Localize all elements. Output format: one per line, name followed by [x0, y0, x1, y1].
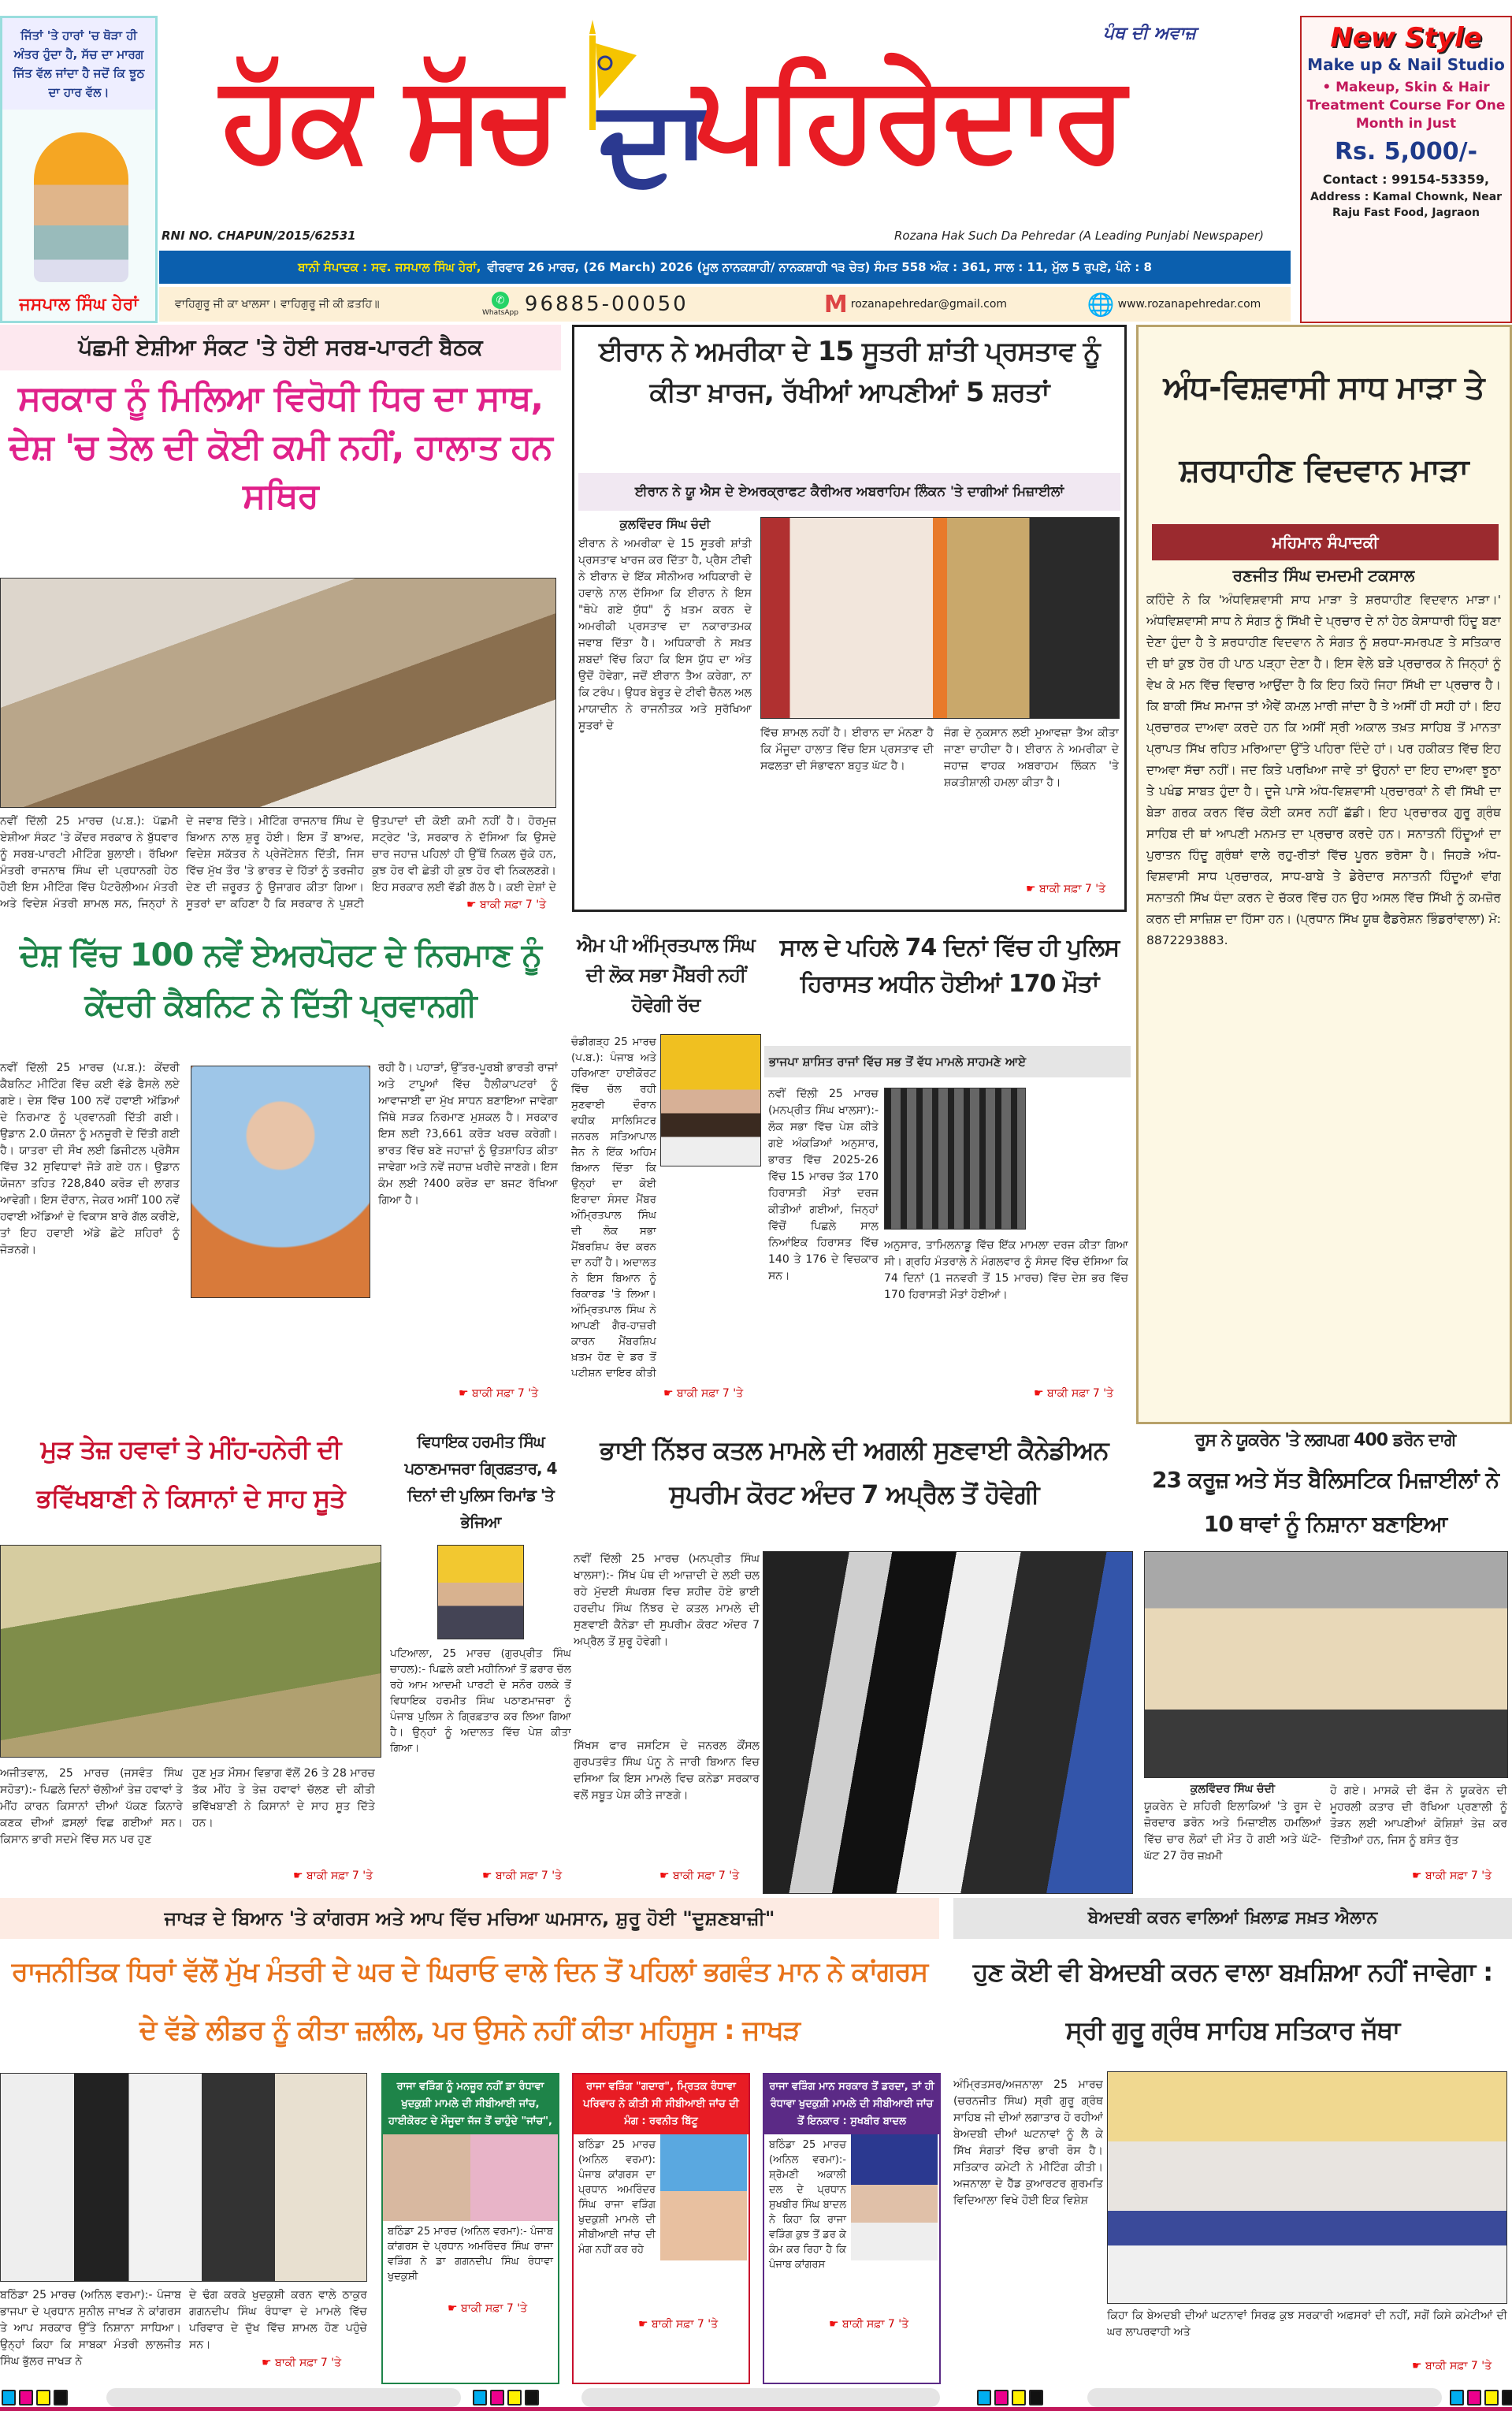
- whatsapp-icon: ✆: [492, 292, 509, 309]
- website-link[interactable]: www.rozanapehredar.com: [1117, 298, 1261, 311]
- iran-byline: ਕੁਲਵਿੰਦਰ ਸਿੰਘ ਚੰਦੀ: [619, 517, 711, 531]
- purple-box: [763, 2073, 941, 2384]
- nijjar-headline: ਭਾਈ ਨਿੱਝਰ ਕਤਲ ਮਾਮਲੇ ਦੀ ਅਗਲੀ ਸੁਣਵਾਈ ਕੈਨੇਡੀਅਨ ਸੁਪਰੀਮ ਕੋਰਟ ਅੰਦਰ 7 ਅਪ੍ਰੈਲ ਤੋਂ ਹੋਵੇਗੀ: [600, 1435, 1109, 1509]
- quote-box: [0, 16, 158, 323]
- jakhar-headline: ਰਾਜਨੀਤਿਕ ਧਿਰਾਂ ਵੱਲੋਂ ਮੁੱਖ ਮੰਤਰੀ ਦੇ ਘਰ ਦੇ ਘਿਰਾਓ ਵਾਲੇ ਦਿਨ ਤੋਂ ਪਹਿਲਾਂ ਭਗਵੰਤ ਮਾਨ ਨੇ ਕਾਂਗਰਸ ਦੇ ਵੱਡੇ ਲੀਡਰ ਨੂੰ ਕੀਤਾ ਜ਼ਲੀਲ, ਪਰ ਉਸਨੇ ਨਹੀਂ ਕੀਤਾ ਮਹਿਸੂਸ : ਜਾਖੜ: [11, 1956, 928, 2046]
- purple-box-headline: ਰਾਜਾ ਵੜਿੰਗ ਮਾਨ ਸਰਕਾਰ ਤੋਂ ਡਰਦਾ, ਤਾਂ ਹੀ ਰੰਧਾਵਾ ਖੁਦਕੁਸ਼ੀ ਮਾਮਲੇ ਦੀ ਸੀਬੀਆਈ ਜਾਂਚ ਤੋਂ ਇਨਕਾਰ : ਸੁਖਬੀਰ ਬਾਦਲ: [764, 2074, 939, 2134]
- all-party-col2: ਦੇ ਜਵਾਬ ਦਿੱਤੇ। ਮੀਟਿੰਗ ਰਾਜਨਾਥ ਸਿੰਘ ਦੇ ਬਿਆਨ ਨਾਲ ਸ਼ੁਰੂ ਹੋਈ। ਇਸ ਤੋਂ ਬਾਅਦ, ਵਿਦੇਸ਼ ਸਕੱਤਰ ਨੇ ਪ੍ਰੇਜੇਂਟੇਸ਼ਨ ਦਿੱਤੀ, ਜਿਸ ਵਿੱਚ ਮੁੱਖ ਤੌਰ 'ਤੇ ਭਾਰਤ ਦੇ ਹਿੱਤਾਂ ਨੂੰ ਤਰਜੀਹ ਦੇਣ ਦੀ ਜ਼ਰੂਰਤ ਨੂੰ ਉਜਾਗਰ ਕੀਤਾ ਗਿਆ। ਸੂਤਰਾਂ ਦਾ ਕਹਿਣਾ ਹੈ ਕਿ ਸਰਕਾਰ ਨੇ ਪੁਸ਼ਟੀ: [186, 815, 364, 910]
- minister-photo: [191, 1066, 370, 1298]
- pathanmajra-continued-link[interactable]: ☛ ਬਾਕੀ ਸਫ਼ਾ 7 'ਤੇ: [481, 1870, 563, 1882]
- cmyk-mark: [1450, 2390, 1512, 2405]
- sacrilege-headline: ਹੁਣ ਕੋਈ ਵੀ ਬੇਅਦਬੀ ਕਰਨ ਵਾਲਾ ਬਖ਼ਸ਼ਿਆ ਨਹੀਂ ਜਾਵੇਗਾ : ਸ੍ਰੀ ਗੁਰੂ ਗ੍ਰੰਥ ਸਾਹਿਬ ਸਤਿਕਾਰ ਜੱਥਾ: [972, 1957, 1493, 2045]
- red-box-continued-link[interactable]: ☛ ਬਾਕੀ ਸਫ਼ਾ 7 'ਤੇ: [637, 2318, 719, 2331]
- dateline: ਵੀਰਵਾਰ 26 ਮਾਰਚ, (26 March) 2026 (ਮੂਲ ਨਾਨਕਸ਼ਾਹੀ/ ਨਾਨਕਸ਼ਾਹੀ ੧੩ ਚੇਤ) ਸੰਮਤ 558 ਅੰਕ : 361, ਸਾਲ : 11, ਮੁੱਲ 5 ਰੁਪਏ, ਪੰਨੇ : 8: [487, 260, 1152, 274]
- jakhar-photo: [0, 2073, 367, 2282]
- green-box-headline: ਰਾਜਾ ਵੜਿੰਗ ਨੂੰ ਮਨਜ਼ੂਰ ਨਹੀਂ ਡਾ ਰੰਧਾਵਾ ਖੁਦਕੁਸ਼ੀ ਮਾਮਲੇ ਦੀ ਸੀਬੀਆਈ ਜਾਂਚ, ਹਾਈਕੋਰਟ ਦੇ ਮੌਜੂਦਾ ਜੱਜ ਤੋਂ ਚਾਹੁੰਦੇ "ਜਾਂਚ",: [383, 2074, 558, 2134]
- ukraine-building-photo: [1144, 1551, 1508, 1778]
- jail-bars-photo: [884, 1088, 1026, 1230]
- amritpal-continued-link[interactable]: ☛ ਬਾਕੀ ਸਫ਼ਾ 7 'ਤੇ: [662, 1387, 745, 1400]
- cmyk-mark: [473, 2390, 539, 2405]
- amritpal-headline: ਐਮ ਪੀ ਅੰਮ੍ਰਿਤਪਾਲ ਸਿੰਘ ਦੀ ਲੋਕ ਸਭਾ ਮੈਂਬਰੀ ਨਹੀਂ ਹੋਵੇਗੀ ਰੱਦ: [577, 934, 755, 1016]
- jakhar-col1: ਬਠਿੰਡਾ 25 ਮਾਰਚ (ਅਨਿਲ ਵਰਮਾ):- ਪੰਜਾਬ ਭਾਜਪਾ ਦੇ ਪ੍ਰਧਾਨ ਸੁਨੀਲ ਜਾਖੜ ਨੇ ਕਾਂਗਰਸ ਤੇ ਆਪ ਸਰਕਾਰ ਉੱਤੇ ਨਿਸ਼ਾਨਾ ਸਾਧਿਆ। ਉਨ੍ਹਾਂ ਕਿਹਾ ਕਿ ਸਾਬਕਾ ਮੰਤਰੀ ਲਾਲਜੀਤ ਸਿੰਘ ਭੁੱਲਰ ਜਾਖੜ ਨੇ: [0, 2289, 181, 2368]
- custody-col2: ਅਨੁਸਾਰ, ਤਾਮਿਲਨਾਡੂ ਵਿੱਚ ਇੱਕ ਮਾਮਲਾ ਦਰਜ ਕੀਤਾ ਗਿਆ ਸੀ। ਗ੍ਰਹਿ ਮੰਤਰਾਲੇ ਨੇ ਮੰਗਲਵਾਰ ਨੂੰ ਸੰਸਦ ਵਿੱਚ ਦੱਸਿਆ ਕਿ 74 ਦਿਨਾਂ (1 ਜਨਵਰੀ ਤੋਂ 15 ਮਾਰਚ) ਵਿੱਚ ਦੇਸ਼ ਭਰ ਵਿੱਚ 170 ਹਿਰਾਸਤੀ ਮੌਤਾਂ ਹੋਈਆਂ।: [884, 1239, 1128, 1301]
- ad-brand: New Style: [1330, 22, 1482, 54]
- cmyk-mark: [2, 2390, 68, 2405]
- iran-col2: ਵਿੱਚ ਸ਼ਾਮਲ ਨਹੀਂ ਹੈ। ਈਰਾਨ ਦਾ ਮੰਨਣਾ ਹੈ ਕਿ ਮੌਜੂਦਾ ਹਾਲਾਤ ਵਿੱਚ ਇਸ ਪ੍ਰਸਤਾਵ ਦੀ ਸਫਲਤਾ ਦੀ ਸੰਭਾਵਨਾ ਬਹੁਤ ਘੱਟ ਹੈ।: [760, 727, 934, 772]
- iran-col3: ਜੰਗ ਦੇ ਨੁਕਸਾਨ ਲਈ ਮੁਆਵਜ਼ਾ ਤੈਅ ਕੀਤਾ ਜਾਣਾ ਚਾਹੀਦਾ ਹੈ। ਈਰਾਨ ਨੇ ਅਮਰੀਕਾ ਦੇ ਜਹਾਜ਼ ਵਾਹਕ ਅਬਰਾਹਮ ਲਿੰਕਨ 'ਤੇ ਸ਼ਕਤੀਸ਼ਾਲੀ ਹਮਲਾ ਕੀਤਾ ਹੈ।: [944, 727, 1119, 789]
- airports-col1: ਨਵੀਂ ਦਿੱਲੀ 25 ਮਾਰਚ (ਪ.ਬ.): ਕੇਂਦਰੀ ਕੈਬਨਿਟ ਮੀਟਿੰਗ ਵਿੱਚ ਕਈ ਵੱਡੇ ਫੈਸਲੇ ਲਏ ਗਏ। ਦੇਸ਼ ਵਿੱਚ 100 ਨਵੇਂ ਹਵਾਈ ਅੱਡਿਆਂ ਦੇ ਨਿਰਮਾਣ ਨੂੰ ਪ੍ਰਵਾਨਗੀ ਦਿੱਤੀ ਗਈ। ਉਡਾਨ 2.0 ਯੋਜਨਾ ਨੂੰ ਮਨਜ਼ੂਰੀ ਦੇ ਦਿੱਤੀ ਗਈ ਹੈ। ਯਾਤਰਾ ਦੀ ਸੌਖ ਲਈ ਡਿਜੀਟਲ ਪ੍ਰੋਸੈਸ ਵਿੱਚ 32 ਸੁਵਿਧਾਵਾਂ ਜੋੜੇ ਗਏ ਹਨ। ਉਡਾਨ ਯੋਜਨਾ ਤਹਿਤ ?28,840 ਕਰੋੜ ਦੀ ਲਾਗਤ ਆਵੇਗੀ। ਇਸ ਦੌਰਾਨ, ਜੇਕਰ ਅਸੀਂ 100 ਨਵੇਂ ਹਵਾਈ ਅੱਡਿਆਂ ਦੇ ਵਿਕਾਸ ਬਾਰੇ ਗੱਲ ਕਰੀਏ, ਤਾਂ ਇਹ ਹਵਾਈ ਅੱਡੇ ਛੋਟੇ ਸ਼ਹਿਰਾਂ ਨੂੰ ਜੋੜਨਗੇ।: [0, 1062, 180, 1256]
- rni-number: RNI NO. CHAPUN/2015/62531: [162, 229, 356, 243]
- editorial-author: ਰਣਜੀਤ ਸਿੰਘ ਦਮਦਮੀ ਟਕਸਾਲ: [1232, 566, 1415, 585]
- airports-col2: ਰਹੀ ਹੈ। ਪਹਾੜਾਂ, ਉੱਤਰ-ਪੂਰਬੀ ਭਾਰਤੀ ਰਾਜਾਂ ਅਤੇ ਟਾਪੂਆਂ ਵਿੱਚ ਹੈਲੀਕਾਪਟਰਾਂ ਨੂੰ ਆਵਾਜਾਈ ਦਾ ਮੁੱਖ ਸਾਧਨ ਬਣਾਇਆ ਜਾਵੇਗਾ ਜਿੱਥੇ ਸੜਕ ਨਿਰਮਾਣ ਮੁਸ਼ਕਲ ਹੈ। ਸਰਕਾਰ ਇਸ ਲਈ ?3,661 ਕਰੋੜ ਖਰਚ ਕਰੇਗੀ। ਭਾਰਤ ਵਿੱਚ ਬਣੇ ਜਹਾਜ਼ਾਂ ਨੂੰ ਉਤਸ਼ਾਹਿਤ ਕੀਤਾ ਜਾਵੇਗਾ ਅਤੇ ਨਵੇਂ ਜਹਾਜ਼ ਖਰੀਦੇ ਜਾਣਗੇ। ਇਸ ਕੰਮ ਲਈ ?400 ਕਰੋੜ ਦਾ ਬਜਟ ਰੱਖਿਆ ਗਿਆ ਹੈ।: [378, 1062, 558, 1207]
- russia-byline: ਕੁਲਵਿੰਦਰ ਸਿੰਘ ਚੰਦੀ: [1190, 1783, 1276, 1795]
- russia-continued-link[interactable]: ☛ ਬਾਕੀ ਸਫ਼ਾ 7 'ਤੇ: [1410, 1870, 1493, 1882]
- amritpal-body: ਚੰਡੀਗੜ੍ਹ 25 ਮਾਰਚ (ਪ.ਬ.): ਪੰਜਾਬ ਅਤੇ ਹਰਿਆਣਾ ਹਾਈਕੋਰਟ ਵਿੱਚ ਚੱਲ ਰਹੀ ਸੁਣਵਾਈ ਦੌਰਾਨ ਵਧੀਕ ਸਾਲਿਸਿਟਰ ਜਨਰਲ ਸਤਿਆਪਾਲ ਜੈਨ ਨੇ ਇੱਕ ਅਹਿਮ ਬਿਆਨ ਦਿੱਤਾ ਕਿ ਉਨ੍ਹਾਂ ਦਾ ਕੋਈ ਇਰਾਦਾ ਸੰਸਦ ਮੈਂਬਰ ਅੰਮ੍ਰਿਤਪਾਲ ਸਿੰਘ ਦੀ ਲੋਕ ਸਭਾ ਮੈਂਬਰਸ਼ਿਪ ਰੱਦ ਕਰਨ ਦਾ ਨਹੀਂ ਹੈ। ਅਦਾਲਤ ਨੇ ਇਸ ਬਿਆਨ ਨੂੰ ਰਿਕਾਰਡ 'ਤੇ ਲਿਆ। ਅੰਮ੍ਰਿਤਪਾਲ ਸਿੰਘ ਨੇ ਆਪਣੀ ਗੈਰ-ਹਾਜ਼ਰੀ ਕਾਰਨ ਮੈਂਬਰਸ਼ਿਪ ਖ਼ਤਮ ਹੋਣ ਦੇ ਡਰ ਤੋਂ ਪਟੀਸ਼ਨ ਦਾਇਰ ਕੀਤੀ: [571, 1036, 656, 1379]
- russia-headline: 23 ਕਰੂਜ਼ ਅਤੇ ਸੱਤ ਬੈਲਿਸਟਿਕ ਮਿਜ਼ਾਈਲਾਂ ਨੇ 10 ਥਾਵਾਂ ਨੂੰ ਨਿਸ਼ਾਨਾ ਬਣਾਇਆ: [1152, 1467, 1499, 1537]
- cmyk-mark: [977, 2390, 1043, 2405]
- title-pahredar: ਪਹਿਰੇਦਾਰ: [693, 50, 1124, 187]
- purple-box-continued-link[interactable]: ☛ ਬਾਕੀ ਸਫ਼ਾ 7 'ਤੇ: [827, 2318, 910, 2331]
- editorial-body: ਕਹਿੰਦੇ ਨੇ ਕਿ 'ਅੰਧਵਿਸ਼ਵਾਸੀ ਸਾਧ ਮਾੜਾ ਤੇ ਸ਼ਰਧਾਹੀਣ ਵਿਦਵਾਨ ਮਾੜਾ।' ਅੰਧਵਿਸ਼ਵਾਸੀ ਸਾਧ ਨੇ ਸੰਗਤ ਨੂੰ ਸਿੱਖੀ ਦੇ ਪ੍ਰਚਾਰ ਦੇ ਨਾਂ ਹੇਠ ਕੇਸਾਧਾਰੀ ਹਿੰਦੂ ਬਣਾ ਦੇਣਾ ਹੁੰਦਾ ਹੈ ਤੇ ਸ਼ਰਧਾਹੀਣ ਵਿਦਵਾਨ ਨੇ ਸੰਗਤ ਨੂੰ ਸ਼ਰਧਾ-ਸਮਰਪਣ ਤੇ ਸਤਿਕਾਰ ਦੀ ਥਾਂ ਕੁਝ ਹੋਰ ਹੀ ਪਾਠ ਪੜ੍ਹਾ ਦੇਣਾ ਹੈ। ਇਸ ਵੇਲੇ ਬੜੇ ਪ੍ਰਚਾਰਕ ਨੇ ਜਿਨ੍ਹਾਂ ਨੂੰ ਵੇਖ ਕੇ ਮਨ ਵਿੱਚ ਵਿਚਾਰ ਆਉਂਦਾ ਹੈ ਕਿ ਇਹ ਕਿਹੋ ਜਿਹਾ ਸਿੱਖੀ ਦਾ ਪ੍ਰਚਾਰ ਹੈ। ਕਿ ਬਾਕੀ ਸਿੱਖ ਸਮਾਜ ਤਾਂ ਐਵੇਂ ਕਮਲ਼ ਮਾਰੀ ਜਾਂਦਾ ਹੈ ਤੇ ਅਸੀਂ ਹੀ ਸਹੀ ਹਾਂ। ਇਹ ਪ੍ਰਚਾਰਕ ਦਾਅਵਾ ਕਰਦੇ ਹਨ ਕਿ ਅਸੀਂ ਸ੍ਰੀ ਅਕਾਲ ਤਖ਼ਤ ਸਾਹਿਬ ਤੋਂ ਮਾਨਤਾ ਪ੍ਰਾਪਤ ਸਿੱਖ ਰਹਿਤ ਮਰਿਆਦਾ ਉੱਤੇ ਪਹਿਰਾ ਦਿੰਦੇ ਹਾਂ। ਪਰ ਹਕੀਕਤ ਵਿੱਚ ਇਹ ਦਾਅਵਾ ਸੱਚਾ ਨਹੀਂ। ਜਦ ਕਿਤੇ ਪਰਖਿਆ ਜਾਵੇ ਤਾਂ ਉਹਨਾਂ ਦਾ ਇਹ ਦਾਅਵਾ ਝੂਠਾ ਤੇ ਪਖੰਡ ਸਾਬਤ ਹੁੰਦਾ ਹੈ। ਦੂਜੇ ਪਾਸੇ ਅੰਧ-ਵਿਸ਼ਵਾਸੀ ਪ੍ਰਚਾਰਕਾਂ ਨੇ ਵੀ ਸਿੱਖੀ ਦਾ ਬੇੜਾ ਗਰਕ ਕਰਨ ਵਿੱਚ ਕੋਈ ਕਸਰ ਨਹੀਂ ਛੱਡੀ। ਇਹ ਪ੍ਰਚਾਰਕ ਗੁਰੂ ਗ੍ਰੰਥ ਸਾਹਿਬ ਦੀ ਥਾਂ ਆਪਣੀ ਮਨਮਤ ਦਾ ਪ੍ਰਚਾਰ ਕਰਦੇ ਹਨ। ਸਨਾਤਨੀ ਹਿੰਦੂਆਂ ਦਾ ਪੁਰਾਤਨ ਹਿੰਦੂ ਗ੍ਰੰਥਾਂ ਵਾਲੇ ਰਹੁ-ਰੀਤਾਂ ਵਿੱਚ ਪੂਰਨ ਭਰੋਸਾ ਹੈ। ਜਿਹੜੇ ਅੰਧ-ਵਿਸ਼ਵਾਸੀ ਸਾਧ ਪ੍ਰਚਾਰਕ, ਸਾਧ-ਬਾਬੇ ਤੇ ਡੇਰੇਦਾਰ ਸਨਾਤਨੀ ਹਿੰਦੂਆਂ ਵਾਂਗ ਸਨਾਤਨੀ ਸਿੱਖ ਧੰਦਾ ਕਰਨ ਦੇ ਚੱਕਰ ਵਿੱਚ ਹਨ ਉਹ ਅਸਲ ਵਿੱਚ ਸਿੱਖੀ ਨੂੰ ਕਮਜ਼ੋਰ ਕਰਨ ਦੀ ਸਾਜ਼ਿਸ਼ ਦਾ ਹਿੱਸਾ ਹਨ। (ਪ੍ਰਧਾਨ ਸਿੱਖ ਯੂਥ ਫੈਡਰੇਸ਼ਨ ਭਿੰਡਰਾਂਵਾਲਾ) ਮੋ: 8872293883.: [1146, 593, 1501, 947]
- wheat-field-photo: [0, 1545, 381, 1758]
- sukhbir-photo: [851, 2134, 938, 2260]
- iran-subhead: ਈਰਾਨ ਨੇ ਯੂ ਐਸ ਦੇ ਏਅਰਕ੍ਰਾਫਟ ਕੈਰੀਅਰ ਅਬਰਾਹਿਮ ਲਿੰਕਨ 'ਤੇ ਦਾਗੀਆਂ ਮਿਜ਼ਾਈਲਾਂ: [634, 484, 1064, 500]
- all-party-meeting-photo: [0, 578, 556, 808]
- greeting: ਵਾਹਿਗੁਰੂ ਜੀ ਕਾ ਖਾਲਸਾ। ਵਾਹਿਗੁਰੂ ਜੀ ਕੀ ਫ਼ਤਹਿ॥: [175, 298, 380, 311]
- all-party-continued-link[interactable]: ☛ ਬਾਕੀ ਸਫ਼ਾ 7 'ਤੇ: [465, 899, 548, 911]
- storm-headline: ਮੁੜ ਤੇਜ਼ ਹਵਾਵਾਂ ਤੇ ਮੀਂਹ-ਹਨੇਰੀ ਦੀ ਭਵਿੱਖਬਾਣੀ ਨੇ ਕਿਸਾਨਾਂ ਦੇ ਸਾਹ ਸੂਤੇ: [36, 1434, 345, 1513]
- pathanmajra-body: ਪਟਿਆਲਾ, 25 ਮਾਰਚ (ਗੁਰਪ੍ਰੀਤ ਸਿੰਘ ਚਾਹਲ):- ਪਿਛਲੇ ਕਈ ਮਹੀਨਿਆਂ ਤੋਂ ਫ਼ਰਾਰ ਚੱਲ ਰਹੇ ਆਮ ਆਦਮੀ ਪਾਰਟੀ ਦੇ ਸਨੌਰ ਹਲਕੇ ਤੋਂ ਵਿਧਾਇਕ ਹਰਮੀਤ ਸਿੰਘ ਪਠਾਣਮਾਜਰਾ ਨੂੰ ਪੰਜਾਬ ਪੁਲਿਸ ਨੇ ਗ੍ਰਿਫ਼ਤਾਰ ਕਰ ਲਿਆ ਗਿਆ ਹੈ। ਉਨ੍ਹਾਂ ਨੂੰ ਅਦਾਲਤ ਵਿੱਚ ਪੇਸ਼ ਕੀਤਾ ਗਿਆ।: [390, 1647, 571, 1754]
- founder-name: ਜਸਪਾਲ ਸਿੰਘ ਹੇਰਾਂ: [2, 295, 155, 314]
- masthead-quote: ਜਿੱਤਾਂ 'ਤੇ ਹਾਰਾਂ 'ਚ ਥੋੜਾ ਹੀ ਅੰਤਰ ਹੁੰਦਾ ਹੈ, ਸੱਚ ਦਾ ਮਾਰਗ ਜਿੱਤ ਵੱਲ ਜਾਂਦਾ ਹੈ ਜਦੋਂ ਕਿ ਝੂਠ ਦਾ ਹਾਰ ਵੱਲ।: [2, 18, 155, 110]
- satkar-jatha-photo: [1107, 2071, 1507, 2304]
- green-box-continued-link[interactable]: ☛ ਬਾਕੀ ਸਫ਼ਾ 7 'ਤੇ: [446, 2302, 529, 2315]
- editorial-headline: ਅੰਧ-ਵਿਸ਼ਵਾਸੀ ਸਾਧ ਮਾੜਾ ਤੇ ਸ਼ਰਧਾਹੀਣ ਵਿਦਵਾਨ ਮਾੜਾ: [1163, 370, 1484, 489]
- custody-subhead: ਭਾਜਪਾ ਸ਼ਾਸਿਤ ਰਾਜਾਂ ਵਿੱਚ ਸਭ ਤੋਂ ਵੱਧ ਮਾਮਲੇ ਸਾਹਮਣੇ ਆਏ: [764, 1046, 1131, 1077]
- ad-course: • Makeup, Skin & Hair Treatment Course For One Month in Just: [1306, 80, 1506, 132]
- nijjar-protest-photo: [763, 1551, 1133, 1894]
- jakhar-kicker: ਜਾਖੜ ਦੇ ਬਿਆਨ 'ਤੇ ਕਾਂਗਰਸ ਅਤੇ ਆਪ ਵਿੱਚ ਮਚਿਆ ਘਮਸਾਨ, ਸ਼ੁਰੂ ਹੋਈ "ਦੂਸ਼ਣਬਾਜ਼ੀ": [164, 1907, 775, 1929]
- custody-headline: ਸਾਲ ਦੇ ਪਹਿਲੇ 74 ਦਿਨਾਂ ਵਿੱਚ ਹੀ ਪੁਲਿਸ ਹਿਰਾਸਤ ਅਧੀਨ ਹੋਈਆਂ 170 ਮੌਤਾਂ: [779, 934, 1120, 998]
- trump-khamenei-photo: [760, 517, 1120, 719]
- all-party-col1: ਨਵੀਂ ਦਿੱਲੀ 25 ਮਾਰਚ (ਪ.ਬ.): ਪੱਛਮੀ ਏਸ਼ੀਆ ਸੰਕਟ 'ਤੇ ਕੇਂਦਰ ਸਰਕਾਰ ਨੇ ਬੁੱਧਵਾਰ ਨੂੰ ਸਰਬ-ਪਾਰਟੀ ਮੀਟਿੰਗ ਬੁਲਾਈ। ਰੱਖਿਆ ਮੰਤਰੀ ਰਾਜਨਾਥ ਸਿੰਘ ਦੀ ਪ੍ਰਧਾਨਗੀ ਹੇਠ ਹੋਈ ਇਸ ਮੀਟਿੰਗ ਵਿੱਚ ਪੈਟਰੋਲੀਅਮ ਮੰਤਰੀ ਅਤੇ ਵਿਦੇਸ਼ ਮੰਤਰੀ ਸ਼ਾਮਲ ਸਨ, ਜਿਨ੍ਹਾਂ ਨੇ: [0, 815, 178, 910]
- nijjar-continued-link[interactable]: ☛ ਬਾਕੀ ਸਫ਼ਾ 7 'ਤੇ: [658, 1870, 741, 1882]
- register-bar: [1087, 2388, 1442, 2407]
- airports-headline: ਦੇਸ਼ ਵਿੱਚ 100 ਨਵੇਂ ਏਅਰਪੋਰਟ ਦੇ ਨਿਰਮਾਣ ਨੂੰ ਕੇਂਦਰੀ ਕੈਬਨਿਟ ਨੇ ਦਿੱਤੀ ਪ੍ਰਵਾਨਗੀ: [19, 937, 542, 1024]
- all-party-kicker: ਪੱਛਮੀ ਏਸ਼ੀਆ ਸੰਕਟ 'ਤੇ ਹੋਈ ਸਰਬ-ਪਾਰਟੀ ਬੈਠਕ: [78, 334, 483, 360]
- bittu-photo: [660, 2134, 747, 2260]
- jakhar-continued-link[interactable]: ☛ ਬਾਕੀ ਸਫ਼ਾ 7 'ਤੇ: [260, 2357, 343, 2369]
- founder-photo: [34, 132, 128, 282]
- storm-col2: ਹੁਣ ਮੁੜ ਮੌਸਮ ਵਿਭਾਗ ਵੱਲੋਂ 26 ਤੇ 28 ਮਾਰਚ ਤੱਕ ਮੀਂਹ ਤੇ ਤੇਜ਼ ਹਵਾਵਾਂ ਚੱਲਣ ਦੀ ਕੀਤੀ ਭਵਿੱਖਬਾਣੀ ਨੇ ਕਿਸਾਨਾਂ ਦੇ ਸਾਹ ਸੂਤ ਦਿੱਤੇ ਹਨ।: [192, 1767, 375, 1829]
- ad-contact: Contact : 99154-53359,: [1322, 172, 1490, 187]
- pathanmajra-photo: [437, 1545, 524, 1639]
- airports-continued-link[interactable]: ☛ ਬਾਕੀ ਸਫ਼ਾ 7 'ਤੇ: [457, 1387, 540, 1400]
- red-box: [572, 2073, 750, 2384]
- russia-kicker: ਰੂਸ ਨੇ ਯੂਕਰੇਨ 'ਤੇ ਲਗਪਗ 400 ਡਰੋਨ ਦਾਗੇ: [1194, 1431, 1456, 1450]
- green-box: [381, 2073, 559, 2384]
- ad-price: Rs. 5,000/-: [1334, 138, 1478, 166]
- sacrilege-kicker-bg: [953, 1898, 1512, 1939]
- founder-editor-label: ਬਾਨੀ ਸੰਪਾਦਕ : ਸਵ. ਜਸਪਾਲ ਸਿੰਘ ਹੇਰਾਂ,: [298, 260, 481, 274]
- all-party-headline: ਸਰਕਾਰ ਨੂੰ ਮਿਲਿਆ ਵਿਰੋਧੀ ਧਿਰ ਦਾ ਸਾਥ, ਦੇਸ਼ 'ਚ ਤੇਲ ਦੀ ਕੋਈ ਕਮੀ ਨਹੀਂ, ਹਾਲਾਤ ਹਨ ਸਥਿਰ: [9, 378, 552, 516]
- globe-icon: 🌐: [1087, 291, 1115, 318]
- custody-col1: ਨਵੀਂ ਦਿੱਲੀ 25 ਮਾਰਚ (ਮਨਪ੍ਰੀਤ ਸਿੰਘ ਖਾਲਸਾ):- ਲੋਕ ਸਭਾ ਵਿੱਚ ਪੇਸ਼ ਕੀਤੇ ਗਏ ਅੰਕੜਿਆਂ ਅਨੁਸਾਰ, ਭਾਰਤ ਵਿੱਚ 2025-26 ਵਿੱਚ 15 ਮਾਰਚ ਤੱਕ 170 ਹਿਰਾਸਤੀ ਮੌਤਾਂ ਦਰਜ ਕੀਤੀਆਂ ਗਈਆਂ, ਜਿਨ੍ਹਾਂ ਵਿੱਚੋਂ ਪਿਛਲੇ ਸਾਲ ਨਿਆਂਇਕ ਹਿਰਾਸਤ ਵਿੱਚ 140 ਤੇ 176 ਦੇ ਵਿਚਕਾਰ ਸਨ।: [768, 1088, 879, 1282]
- contact-bar: [159, 287, 1291, 322]
- ad-address: Address : Kamal Chownk, Near Raju Fast Food, Jagraon: [1310, 191, 1503, 219]
- whatsapp-number[interactable]: 96885-00050: [524, 292, 689, 316]
- sacrilege-kicker: ਬੇਅਦਬੀ ਕਰਨ ਵਾਲਿਆਂ ਖ਼ਿਲਾਫ਼ ਸਖ਼ਤ ਐਲਾਨ: [1087, 1908, 1378, 1928]
- title-da: ਦਾ: [599, 73, 711, 210]
- all-party-kicker-bg: [0, 325, 561, 370]
- pathanmajra-headline: ਵਿਧਾਇਕ ਹਰਮੀਤ ਸਿੰਘ ਪਠਾਣਮਾਜਰਾ ਗ੍ਰਿਫ਼ਤਾਰ, 4 ਦਿਨਾਂ ਦੀ ਪੁਲਿਸ ਰਿਮਾਂਡ 'ਤੇ ਭੇਜਿਆ: [404, 1432, 557, 1531]
- purple-box-body: ਬਠਿੰਡਾ 25 ਮਾਰਚ (ਅਨਿਲ ਵਰਮਾ):- ਸ਼੍ਰੋਮਣੀ ਅਕਾਲੀ ਦਲ ਦੇ ਪ੍ਰਧਾਨ ਸੁਖਬੀਰ ਸਿੰਘ ਬਾਦਲ ਨੇ ਕਿਹਾ ਕਿ ਰਾਜਾ ਵੜਿੰਗ ਕੁਝ ਤੋਂ ਡਰ ਕੇ ਕੰਮ ਕਰ ਰਿਹਾ ਹੈ ਕਿ ਪੰਜਾਬ ਕਾਂਗਰਸ: [769, 2139, 846, 2271]
- storm-col1: ਅਜੀਤਵਾਲ, 25 ਮਾਰਚ (ਜਸਵੰਤ ਸਿੰਘ ਸਹੋਤਾ):- ਪਿਛਲੇ ਦਿਨਾਂ ਚੱਲੀਆਂ ਤੇਜ਼ ਹਵਾਵਾਂ ਤੇ ਮੀਂਹ ਕਾਰਨ ਕਿਸਾਨਾਂ ਦੀਆਂ ਪੱਕਣ ਕਿਨਾਰੇ ਕਣਕ ਦੀਆਂ ਫ਼ਸਲਾਂ ਵਿਛ ਗਈਆਂ ਸਨ। ਕਿਸਾਨ ਭਾਰੀ ਸਦਮੇ ਵਿੱਚ ਸਨ ਪਰ ਹੁਣ: [0, 1767, 183, 1846]
- gmail-icon: M: [823, 290, 848, 318]
- red-box-body: ਬਠਿੰਡਾ 25 ਮਾਰਚ (ਅਨਿਲ ਵਰਮਾ): ਪੰਜਾਬ ਕਾਂਗਰਸ ਦਾ ਪ੍ਰਧਾਨ ਅਮਰਿੰਦਰ ਸਿੰਘ ਰਾਜਾ ਵੜਿੰਗ ਖੁਦਕੁਸ਼ੀ ਮਾਮਲੇ ਦੀ ਸੀਬੀਆਈ ਜਾਂਚ ਦੀ ਮੰਗ ਨਹੀਂ ਕਰ ਰਹੇ: [578, 2139, 656, 2256]
- tagline: ਪੰਥ ਦੀ ਅਵਾਜ਼: [1103, 24, 1196, 43]
- guest-editorial-label: ਮਹਿਮਾਨ ਸੰਪਾਦਕੀ: [1152, 524, 1499, 560]
- register-bar: [581, 2388, 940, 2407]
- russia-col2: ਹੋ ਗਏ। ਮਾਸਕੋ ਦੀ ਫੌਜ ਨੇ ਯੂਕਰੇਨ ਦੀ ਮੂਹਰਲੀ ਕਤਾਰ ਦੀ ਰੱਖਿਆ ਪ੍ਰਣਾਲੀ ਨੂੰ ਤੋੜਨ ਲਈ ਆਪਣੀਆਂ ਕੋਸ਼ਿਸ਼ਾਂ ਤੇਜ਼ ਕਰ ਦਿੱਤੀਆਂ ਹਨ, ਜਿਸ ਨੂੰ ਬਸੰਤ ਰੁੱਤ: [1330, 1784, 1507, 1847]
- all-party-col3: ਉਤਪਾਦਾਂ ਦੀ ਕੋਈ ਕਮੀ ਨਹੀਂ ਹੈ। ਹੋਰਮੁਜ਼ ਸਟ੍ਰੇਟ 'ਤੇ, ਸਰਕਾਰ ਨੇ ਦੱਸਿਆ ਕਿ ਉਸਦੇ ਚਾਰ ਜਹਾਜ਼ ਪਹਿਲਾਂ ਹੀ ਉੱਥੋਂ ਨਿਕਲ ਚੁੱਕੇ ਹਨ, ਕੁਝ ਹੋਰ ਵੀ ਛੇਤੀ ਹੀ ਕੁਝ ਹੋਰ ਵੀ ਨਿਕਲਣਗੇ। ਇਹ ਸਰਕਾਰ ਲਈ ਵੱਡੀ ਗੱਲ ਹੈ। ਕਈ ਦੇਸ਼ਾਂ ਦੇ: [372, 815, 556, 894]
- amritpal-photo: [660, 1034, 761, 1166]
- sacrilege-col1: ਅੰਮ੍ਰਿਤਸਰ/ਅਜਨਾਲਾ 25 ਮਾਰਚ (ਚਰਨਜੀਤ ਸਿੰਘ) ਸ੍ਰੀ ਗੁਰੂ ਗ੍ਰੰਥ ਸਾਹਿਬ ਜੀ ਦੀਆਂ ਲਗਾਤਾਰ ਹੋ ਰਹੀਆਂ ਬੇਅਦਬੀ ਦੀਆਂ ਘਟਨਾਵਾਂ ਨੂੰ ਲੈ ਕੇ ਸਿੱਖ ਸੰਗਤਾਂ ਵਿੱਚ ਭਾਰੀ ਰੋਸ ਹੈ। ਸਤਿਕਾਰ ਕਮੇਟੀ ਨੇ ਮੀਟਿੰਗ ਕੀਤੀ। ਅਜਨਾਲਾ ਦੇ ਹੈੱਡ ਕੁਆਰਟਰ ਗੁਰਮਤਿ ਵਿਦਿਆਲਾ ਵਿਖੇ ਹੋਈ ਇਕ ਵਿਸ਼ੇਸ਼: [953, 2078, 1103, 2207]
- jakhar-kicker-bg: [0, 1898, 939, 1939]
- russia-col1: ਯੂਕਰੇਨ ਦੇ ਸ਼ਹਿਰੀ ਇਲਾਕਿਆਂ 'ਤੇ ਰੂਸ ਦੇ ਜ਼ੋਰਦਾਰ ਡਰੋਨ ਅਤੇ ਮਿਜ਼ਾਈਲ ਹਮਲਿਆਂ ਵਿੱਚ ਚਾਰ ਲੋਕਾਂ ਦੀ ਮੌਤ ਹੋ ਗਈ ਅਤੇ ਘੱਟੋ-ਘੱਟ 27 ਹੋਰ ਜ਼ਖ਼ਮੀ: [1144, 1800, 1321, 1862]
- warring-photo: [383, 2134, 558, 2221]
- english-name: Rozana Hak Such Da Pehredar (A Leading Punjabi Newspaper): [894, 229, 1264, 243]
- iran-subhead-bg: [578, 473, 1120, 511]
- sacrilege-continued-link[interactable]: ☛ ਬਾਕੀ ਸਫ਼ਾ 7 'ਤੇ: [1410, 2360, 1493, 2372]
- bottom-border: [0, 2407, 1512, 2411]
- dateline-bar: [159, 251, 1291, 284]
- iran-continued-link[interactable]: ☛ ਬਾਕੀ ਸਫ਼ਾ 7 'ਤੇ: [1024, 883, 1107, 895]
- nijjar-col2: ਸਿੱਖਸ ਫਾਰ ਜਸਟਿਸ ਦੇ ਜਨਰਲ ਕੌਂਸਲ ਗੁਰਪਤਵੰਤ ਸਿੰਘ ਪੰਨੂ ਨੇ ਜਾਰੀ ਬਿਆਨ ਵਿਚ ਦਸਿਆ ਕਿ ਇਸ ਮਾਮਲੇ ਵਿਚ ਕਨੇਡਾ ਸਰਕਾਰ ਵਲੋਂ ਸਬੂਤ ਪੇਸ਼ ਕੀਤੇ ਜਾਣਗੇ।: [574, 1739, 760, 1802]
- whatsapp-label: WhatsApp: [482, 309, 518, 317]
- sacrilege-col2: ਕਿਹਾ ਕਿ ਬੇਅਦਬੀ ਦੀਆਂ ਘਟਨਾਵਾਂ ਸਿਰਫ਼ ਕੁਝ ਸਰਕਾਰੀ ਅਫ਼ਸਰਾਂ ਦੀ ਨਹੀਂ, ਸਗੋਂ ਕਿਸੇ ਕਮੇਟੀਆਂ ਦੀ ਘਰ ਲਾਪਰਵਾਹੀ ਅਤੇ: [1107, 2309, 1507, 2338]
- ad-studio: Make up & Nail Studio: [1307, 55, 1505, 74]
- green-box-body: ਬਠਿੰਡਾ 25 ਮਾਰਚ (ਅਨਿਲ ਵਰਮਾ):- ਪੰਜਾਬ ਕਾਂਗਰਸ ਦੇ ਪ੍ਰਧਾਨ ਅਮਰਿੰਦਰ ਸਿੰਘ ਰਾਜਾ ਵੜਿੰਗ ਨੇ ਡਾ ਗਗਨਦੀਪ ਸਿੰਘ ਰੰਧਾਵਾ ਖੁਦਕੁਸ਼ੀ: [388, 2226, 553, 2283]
- email-link[interactable]: rozanapehredar@gmail.com: [850, 298, 1008, 311]
- storm-continued-link[interactable]: ☛ ਬਾਕੀ ਸਫ਼ਾ 7 'ਤੇ: [292, 1870, 374, 1882]
- nijjar-col1: ਨਵੀਂ ਦਿੱਲੀ 25 ਮਾਰਚ (ਮਨਪ੍ਰੀਤ ਸਿੰਘ ਖਾਲਸਾ):- ਸਿੱਖ ਪੰਥ ਦੀ ਆਜ਼ਾਦੀ ਦੇ ਲਈ ਚਲ ਰਹੇ ਮੁੱਦਈ ਸੰਘਰਸ਼ ਵਿਚ ਸ਼ਹੀਦ ਹੋਏ ਭਾਈ ਹਰਦੀਪ ਸਿੰਘ ਨਿੱਝਰ ਦੇ ਕਤਲ ਮਾਮਲੇ ਦੀ ਸੁਣਵਾਈ ਕੈਨੇਡਾ ਦੀ ਸੁਪਰੀਮ ਕੋਰਟ ਅੰਦਰ 7 ਅਪ੍ਰੈਲ ਤੋਂ ਸ਼ੁਰੂ ਹੋਵੇਗੀ।: [574, 1553, 760, 1648]
- custody-continued-link[interactable]: ☛ ਬਾਕੀ ਸਫ਼ਾ 7 'ਤੇ: [1032, 1387, 1115, 1400]
- red-box-headline: ਰਾਜਾ ਵੜਿੰਗ "ਗਦਾਰ", ਮ੍ਰਿਤਕ ਰੰਧਾਵਾ ਪਰਿਵਾਰ ਨੇ ਕੀਤੀ ਸੀ ਸੀਬੀਆਈ ਜਾਂਚ ਦੀ ਮੰਗ : ਰਵਨੀਤ ਬਿੱਟੂ: [574, 2074, 749, 2134]
- advertisement-new-style: [1300, 16, 1512, 323]
- title-hak-sach: ਹੱਕ ਸੱਚ: [221, 50, 558, 187]
- iran-headline: ਈਰਾਨ ਨੇ ਅਮਰੀਕਾ ਦੇ 15 ਸੂਤਰੀ ਸ਼ਾਂਤੀ ਪ੍ਰਸਤਾਵ ਨੂੰ ਕੀਤਾ ਖ਼ਾਰਜ, ਰੱਖੀਆਂ ਆਪਣੀਆਂ 5 ਸ਼ਰਤਾਂ: [599, 336, 1100, 408]
- register-bar: [106, 2388, 461, 2407]
- iran-col1: ਈਰਾਨ ਨੇ ਅਮਰੀਕਾ ਦੇ 15 ਸੂਤਰੀ ਸ਼ਾਂਤੀ ਪ੍ਰਸਤਾਵ ਖਾਰਜ ਕਰ ਦਿੱਤਾ ਹੈ, ਪ੍ਰੈਸ ਟੀਵੀ ਨੇ ਈਰਾਨ ਦੇ ਇੱਕ ਸੀਨੀਅਰ ਅਧਿਕਾਰੀ ਦੇ ਹਵਾਲੇ ਨਾਲ ਦੱਸਿਆ ਕਿ ਈਰਾਨ ਨੇ ਇਸ "ਥੋਪੇ ਗਏ ਯੁੱਧ" ਨੂੰ ਖ਼ਤਮ ਕਰਨ ਦੇ ਅਮਰੀਕੀ ਪ੍ਰਸਤਾਵ ਦਾ ਨਕਾਰਾਤਮਕ ਜਵਾਬ ਦਿੱਤਾ ਹੈ। ਅਧਿਕਾਰੀ ਨੇ ਸਖ਼ਤ ਸ਼ਬਦਾਂ ਵਿੱਚ ਕਿਹਾ ਕਿ ਇਸ ਯੁੱਧ ਦਾ ਅੰਤ ਉਦੋਂ ਹੋਵੇਗਾ, ਜਦੋਂ ਈਰਾਨ ਤੈਅ ਕਰੇਗਾ, ਨਾ ਕਿ ਟਰੰਪ। ਉਧਰ ਬੇਰੂਤ ਦੇ ਟੀਵੀ ਚੈਨਲ ਅਲ ਮਾਯਾਦੀਨ ਨੇ ਰਾਜਨੀਤਕ ਅਤੇ ਸੁਰੱਖਿਆ ਸੂਤਰਾਂ ਦੇ: [578, 538, 752, 732]
- jakhar-col2: ਦੇ ਢੰਗ ਕਰਕੇ ਖੁਦਕੁਸ਼ੀ ਕਰਨ ਵਾਲੇ ਠਾਕੁਰ ਗਗਨਦੀਪ ਸਿੰਘ ਰੰਧਾਵਾ ਦੇ ਮਾਮਲੇ ਵਿੱਚ ਪਰਿਵਾਰ ਦੇ ਦੁੱਖ ਵਿੱਚ ਸ਼ਾਮਲ ਹੋਣ ਪਹੁੰਚੇ ਸਨ।: [189, 2289, 367, 2351]
